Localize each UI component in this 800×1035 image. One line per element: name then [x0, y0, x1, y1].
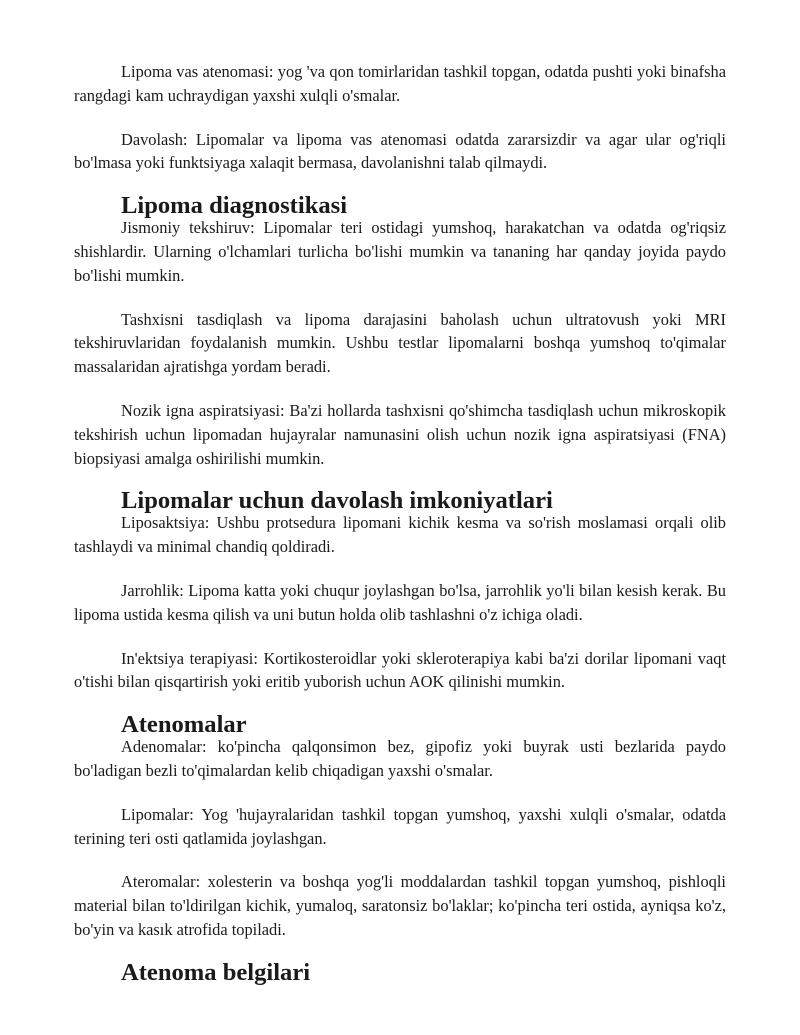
paragraph: In'ektsiya terapiyasi: Kortikosteroidlar yoki skleroterapiya kabi ba'zi dorilar lipomani vaqt o'tishi bilan qisqartirish yoki eritib yuborish uchun AOK qilinishi mumkin. [74, 648, 726, 692]
document-page [74, 60, 726, 986]
paragraph: Ateromalar: xolesterin va boshqa yog'li moddalardan tashkil topgan yumshoq, pishloqli material bilan to'ldirilgan kichik, yumaloq, saratonsiz bo'laklar; ko'pincha teri ostida, ayniqsa ko'z, bo'yin va kasık atrofida topiladi. [74, 872, 726, 939]
section-heading: Atenoma belgilari [121, 958, 311, 986]
atenoma-symptoms-section [74, 958, 726, 986]
paragraph: Nozik igna aspiratsiyasi: Ba'zi hollarda tashxisni qo'shimcha tasdiqlash uchun mikroskopik tekshirish uchun lipomadan hujayralar namunasini olish uchun nozik igna aspiratsiyasi (FNA) biopsiyasi amalga oshirilishi mumkin. [74, 400, 726, 468]
paragraph: Davolash: Lipomalar va lipoma vas atenomasi odatda zararsizdir va agar ular og'riqli bo'lmasa yoki funktsiyaga xalaqit bermasa, davolanishni talab qilmaydi. [74, 129, 726, 173]
paragraph: Tashxisni tasdiqlash va lipoma darajasini baholash uchun ultratovush yoki MRI tekshiruvlaridan foydalanish mumkin. Ushbu testlar lipomalarni boshqa yumshoq to'qimalar massalaridan ajratishga yordam beradi. [74, 309, 726, 377]
section-heading: Lipoma diagnostikasi [121, 192, 348, 220]
treatment-options-section [74, 487, 726, 694]
paragraph: Lipoma vas atenomasi: yog 'va qon tomirlaridan tashkil topgan, odatda pushti yoki binafsha rangdagi kam uchraydigan yaxshi xulqli o'smalar. [74, 62, 726, 105]
paragraph: Jarrohlik: Lipoma katta yoki chuqur joylashgan bo'lsa, jarrohlik yo'li bilan kesish kerak. Bu lipoma ustida kesma qilish va uni butun holda olib tashlashni o'z ichiga oladi. [74, 580, 726, 624]
paragraph: Lipomalar: Yog 'hujayralaridan tashkil topgan yumshoq, yaxshi xulqli o'smalar, odatda terining teri osti qatlamida joylashgan. [74, 804, 726, 848]
section-heading: Lipomalar uchun davolash imkoniyatlari [121, 487, 553, 515]
paragraph: Liposaktsiya: Ushbu protsedura lipomani kichik kesma va so'rish moslamasi orqali olib tashlaydi va minimal chandiq qoldiradi. [74, 513, 726, 557]
intro-section [74, 60, 726, 175]
atenomas-section [74, 711, 726, 942]
lipoma-diagnostics-section [74, 192, 726, 470]
paragraph: Adenomalar: ko'pincha qalqonsimon bez, gipofiz yoki buyrak usti bezlarida paydo bo'ladigan bezli to'qimalardan kelib chiqadigan yaxshi o'smalar. [74, 737, 726, 780]
section-heading: Atenomalar [121, 711, 247, 739]
paragraph: Jismoniy tekshiruv: Lipomalar teri ostidagi yumshoq, harakatchan va odatda og'riqsiz shishlardir. Ularning o'lchamlari turlicha bo'lishi mumkin va tananing har qanday joyida paydo bo'lishi mumkin. [74, 218, 726, 285]
